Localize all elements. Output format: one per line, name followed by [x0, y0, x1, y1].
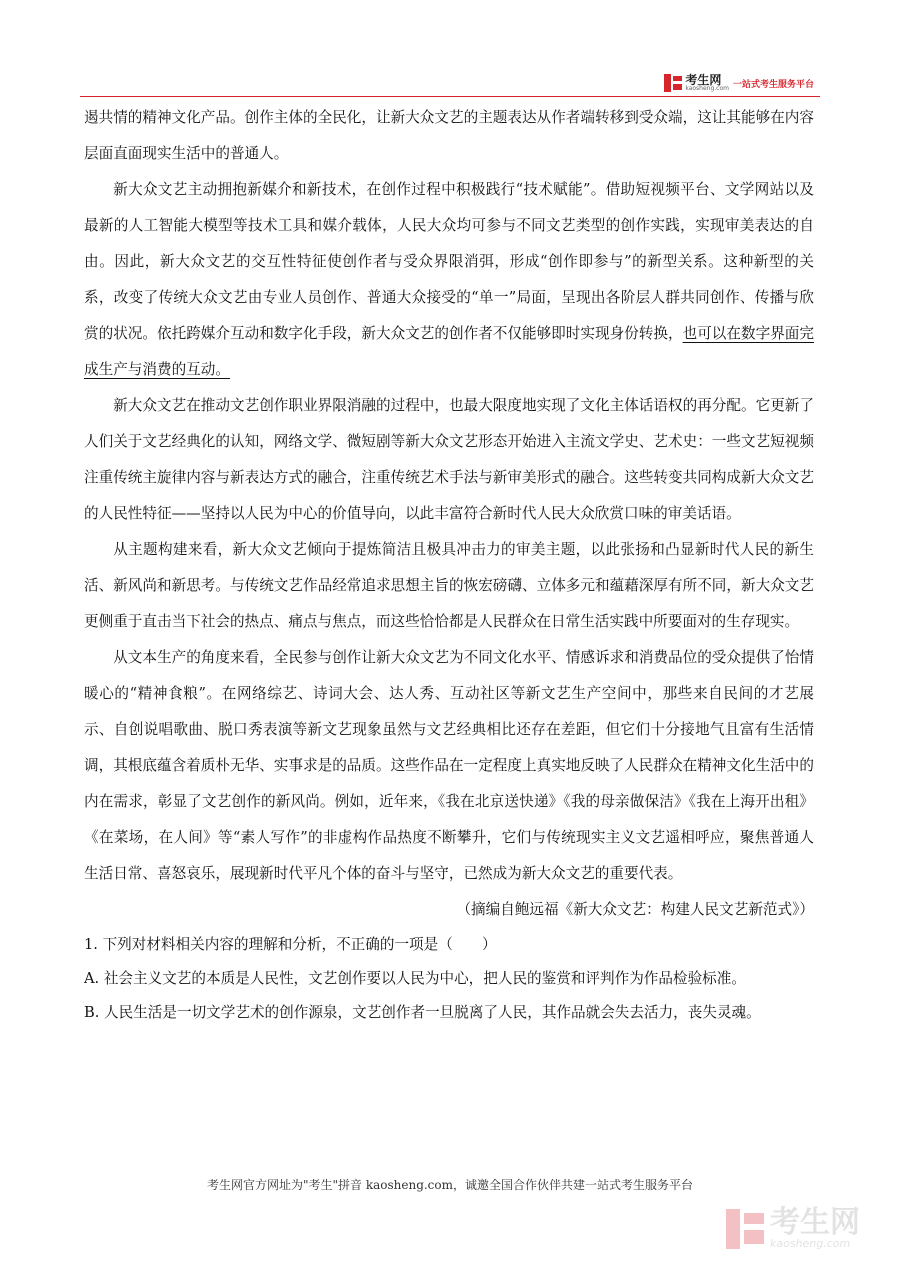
- header-divider: [80, 96, 820, 97]
- header-slogan: 一站式考生服务平台: [732, 79, 814, 90]
- header-brand: [664, 72, 814, 94]
- underlined-sentence: 也可以在数字界面完成生产与消费的互动。: [84, 325, 814, 378]
- watermark-text: [770, 1205, 860, 1250]
- watermark-logo-icon: [726, 1209, 764, 1249]
- watermark: [726, 1205, 860, 1250]
- logo-domain: kaosheng.com: [685, 85, 729, 92]
- paragraph-2-text: 新大众文艺主动拥抱新媒介和新技术，在创作过程中积极践行“技术赋能”。借助短视频平台、文学网站以及最新的人工智能大模型等技术工具和媒介载体，人民大众均可参与不同文艺类型的创作实践，实现审美表达的自由。因此，新大众文艺的交互性特征使创作者与受众界限消弭，形成“创作即参与”的新型关系。这种新型的关系，改变了传统大众文艺由专业人员创作、普通大众接受的“单一”局面，呈现出各阶层人群共同创作、传播与欣赏的状况。依托跨媒介互动和数字化手段，新大众文艺的创作者不仅能够即时实现身份转换，: [84, 181, 814, 342]
- logo-text: [685, 74, 729, 92]
- kaosheng-logo-icon: [664, 74, 682, 92]
- source-citation: （摘编自鲍远福《新大众文艺：构建人民文艺新范式》）: [456, 901, 814, 918]
- document-body: [84, 100, 814, 1030]
- question-stem: 1. 下列对材料相关内容的理解和分析，不正确的一项是（ ）: [84, 936, 497, 953]
- logo-name: 考生网: [685, 73, 722, 87]
- option-a: A. 社会主义文艺的本质是人民性，文艺创作要以人民为中心，把人民的鉴赏和评判作为作品检验标准。: [84, 970, 746, 987]
- watermark-name: 考生网: [770, 1205, 860, 1240]
- option-b: B. 人民生活是一切文学艺术的创作源泉，文艺创作者一旦脱离了人民，其作品就会失去活力，丧失灵魂。: [84, 1004, 761, 1021]
- paragraph-1: 遏共情的精神文化产品。创作主体的全民化，让新大众文艺的主题表达从作者端转移到受众端，这让其能够在内容层面直面现实生活中的普通人。: [84, 109, 814, 162]
- page-footer: 考生网官方网址为"考生"拼音 kaosheng.com，诚邀全国合作伙伴共建一站式考生服务平台: [206, 1178, 694, 1192]
- paragraph-5: 从文本生产的角度来看，全民参与创作让新大众文艺为不同文化水平、情感诉求和消费品位的受众提供了怡情暖心的“精神食粮”。在网络综艺、诗词大会、达人秀、互动社区等新文艺生产空间中，那些来自民间的才艺展示、自创说唱歌曲、脱口秀表演等新文艺现象虽然与文艺经典相比还存在差距，但它们十分接地气且富有生活情调，其根底蕴含着质朴无华、实事求是的品质。这些作品在一定程度上真实地反映了人民群众在精神文化生活中的内在需求，彰显了文艺创作的新风尚。例如，近年来，《我在北京送快递》《我的母亲做保洁》《我在上海开出租》《在菜场，在人间》等“素人写作”的非虚构作品热度不断攀升，它们与传统现实主义文艺遥相呼应，聚焦普通人生活日常、喜怒哀乐，展现新时代平凡个体的奋斗与坚守，已然成为新大众文艺的重要代表。: [84, 649, 814, 882]
- watermark-domain: kaosheng.com: [770, 1237, 851, 1250]
- paragraph-3: 新大众文艺在推动文艺创作职业界限消融的过程中，也最大限度地实现了文化主体话语权的再分配。它更新了人们关于文艺经典化的认知，网络文学、微短剧等新大众文艺形态开始进入主流文学史、艺术史：一些文艺短视频注重传统主旋律内容与新表达方式的融合，注重传统艺术手法与新审美形式的融合。这些转变共同构成新大众文艺的人民性特征——坚持以人民为中心的价值导向，以此丰富符合新时代人民大众欣赏口味的审美话语。: [84, 397, 814, 522]
- paragraph-2: [84, 172, 814, 388]
- paragraph-4: 从主题构建来看，新大众文艺倾向于提炼简洁且极具冲击力的审美主题，以此张扬和凸显新时代人民的新生活、新风尚和新思考。与传统文艺作品经常追求思想主旨的恢宏磅礴、立体多元和蕴藉深厚有所不同，新大众文艺更侧重于直击当下社会的热点、痛点与焦点，而这些恰恰都是人民群众在日常生活实践中所要面对的生存现实。: [84, 541, 814, 630]
